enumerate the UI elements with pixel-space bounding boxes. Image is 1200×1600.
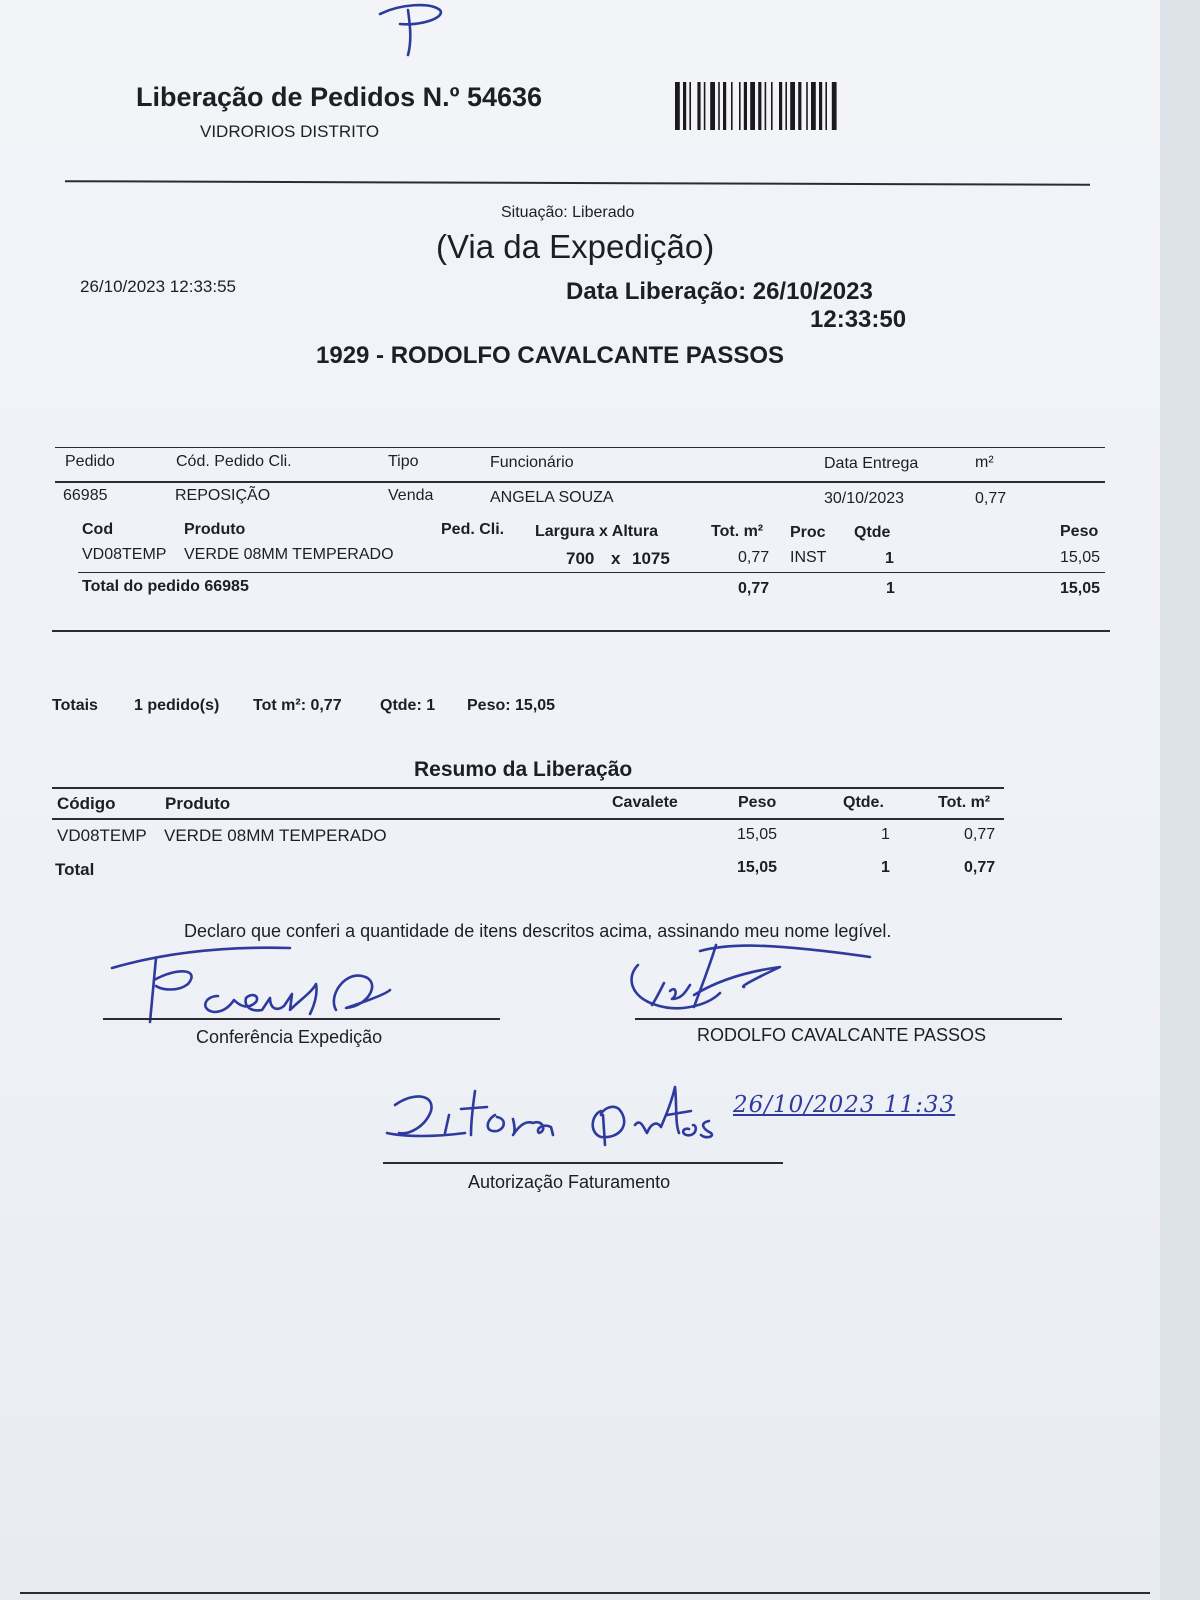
- col-cod-pedido-cli: Cód. Pedido Cli.: [176, 453, 292, 470]
- item-produto: VERDE 08MM TEMPERADO: [184, 546, 394, 563]
- order-cod-cli: REPOSIÇÃO: [175, 487, 271, 504]
- summary-codigo: VD08TEMP: [57, 826, 147, 845]
- summary-title: Resumo da Liberação: [414, 758, 633, 781]
- totals-label: Totais: [52, 697, 98, 714]
- company-name: VIDRORIOS DISTRITO: [200, 122, 380, 141]
- conferencia-label: Conferência Expedição: [196, 1027, 383, 1047]
- item-col-proc: Proc: [790, 524, 826, 541]
- autorizacao-label: Autorização Faturamento: [468, 1172, 671, 1192]
- totals-peso: Peso: 15,05: [467, 697, 556, 714]
- conferencia-signature-line: [103, 1018, 500, 1020]
- item-col-ped-cli: Ped. Cli.: [441, 521, 505, 538]
- summary-total-qtde: 1: [881, 859, 890, 876]
- order-section-bottom-rule: [52, 630, 1110, 632]
- summary-qtde: 1: [881, 826, 890, 843]
- summary-col-codigo: Código: [57, 794, 116, 813]
- item-largura: 700: [566, 549, 595, 568]
- release-time: 12:33:50: [810, 306, 907, 333]
- conferencia-signature: [100, 940, 420, 1030]
- item-col-produto: Produto: [184, 521, 246, 538]
- item-proc: INST: [790, 549, 827, 566]
- order-funcionario: ANGELA SOUZA: [490, 489, 614, 506]
- release-date: Data Liberação: 26/10/2023: [566, 278, 873, 305]
- order-tipo: Venda: [388, 487, 434, 504]
- order-table-header-rule: [55, 481, 1105, 483]
- printed-timestamp: 26/10/2023 12:33:55: [80, 277, 236, 296]
- col-tipo: Tipo: [388, 453, 419, 470]
- col-pedido: Pedido: [65, 453, 115, 470]
- col-data-entrega: Data Entrega: [824, 455, 919, 472]
- autorizacao-signature: [375, 1075, 775, 1170]
- order-total-qtde: 1: [886, 580, 895, 597]
- item-col-peso: Peso: [1060, 523, 1099, 540]
- summary-peso: 15,05: [737, 826, 778, 843]
- summary-col-peso: Peso: [738, 794, 777, 811]
- item-qtde: 1: [885, 550, 894, 567]
- item-col-tot-m2: Tot. m²: [711, 523, 764, 540]
- order-total-m2: 0,77: [738, 580, 770, 597]
- order-m2: 0,77: [975, 490, 1007, 507]
- summary-total-label: Total: [55, 860, 95, 879]
- summary-col-tot-m2: Tot. m²: [938, 794, 991, 811]
- item-col-dimensions: Largura x Altura: [535, 523, 658, 540]
- summary-col-qtde: Qtde.: [843, 794, 884, 811]
- order-table-top-rule: [55, 447, 1105, 448]
- item-total-rule: [78, 572, 1105, 573]
- col-funcionario: Funcionário: [490, 454, 574, 471]
- page-edge: [1160, 0, 1200, 1600]
- customer-name: 1929 - RODOLFO CAVALCANTE PASSOS: [316, 342, 785, 369]
- item-x: x: [611, 549, 621, 568]
- summary-col-cavalete: Cavalete: [612, 794, 678, 811]
- customer-signature-line: [635, 1018, 1062, 1020]
- declaration-text: Declaro que conferi a quantidade de itens descritos acima, assinando meu nome legível.: [184, 921, 892, 941]
- autorizacao-signature-line: [383, 1162, 783, 1164]
- order-total-label: Total do pedido 66985: [82, 578, 249, 595]
- order-total-peso: 15,05: [1060, 580, 1101, 597]
- item-tot-m2: 0,77: [738, 549, 770, 566]
- order-pedido: 66985: [63, 487, 108, 504]
- item-peso: 15,05: [1060, 549, 1101, 566]
- item-col-cod: Cod: [82, 521, 114, 538]
- handwritten-p-mark: [370, 0, 450, 60]
- summary-produto: VERDE 08MM TEMPERADO: [164, 826, 387, 845]
- page-bottom-rule: [20, 1592, 1150, 1594]
- summary-total-peso: 15,05: [737, 859, 778, 876]
- customer-signature: [620, 935, 880, 1025]
- summary-col-produto: Produto: [165, 794, 231, 813]
- totals-qtde: Qtde: 1: [380, 697, 436, 714]
- item-cod: VD08TEMP: [82, 546, 167, 563]
- col-m2: m²: [975, 454, 994, 471]
- barcode: [675, 82, 855, 132]
- totals-pedidos: 1 pedido(s): [134, 697, 220, 714]
- summary-header-rule: [52, 818, 1004, 820]
- summary-tot-m2: 0,77: [964, 826, 996, 843]
- summary-top-rule: [52, 787, 1004, 789]
- order-data-entrega: 30/10/2023: [824, 490, 905, 507]
- via-title: (Via da Expedição): [436, 228, 715, 265]
- summary-total-tot-m2: 0,77: [964, 859, 996, 876]
- handwritten-date: 26/10/2023 11:33: [733, 1092, 956, 1118]
- customer-signature-label: RODOLFO CAVALCANTE PASSOS: [697, 1025, 987, 1045]
- totals-tot-m2: Tot m²: 0,77: [253, 697, 342, 714]
- item-col-qtde: Qtde: [854, 524, 891, 541]
- document-title: Liberação de Pedidos N.º 54636: [136, 82, 543, 112]
- item-altura: 1075: [632, 549, 670, 568]
- status-text: Situação: Liberado: [501, 204, 635, 221]
